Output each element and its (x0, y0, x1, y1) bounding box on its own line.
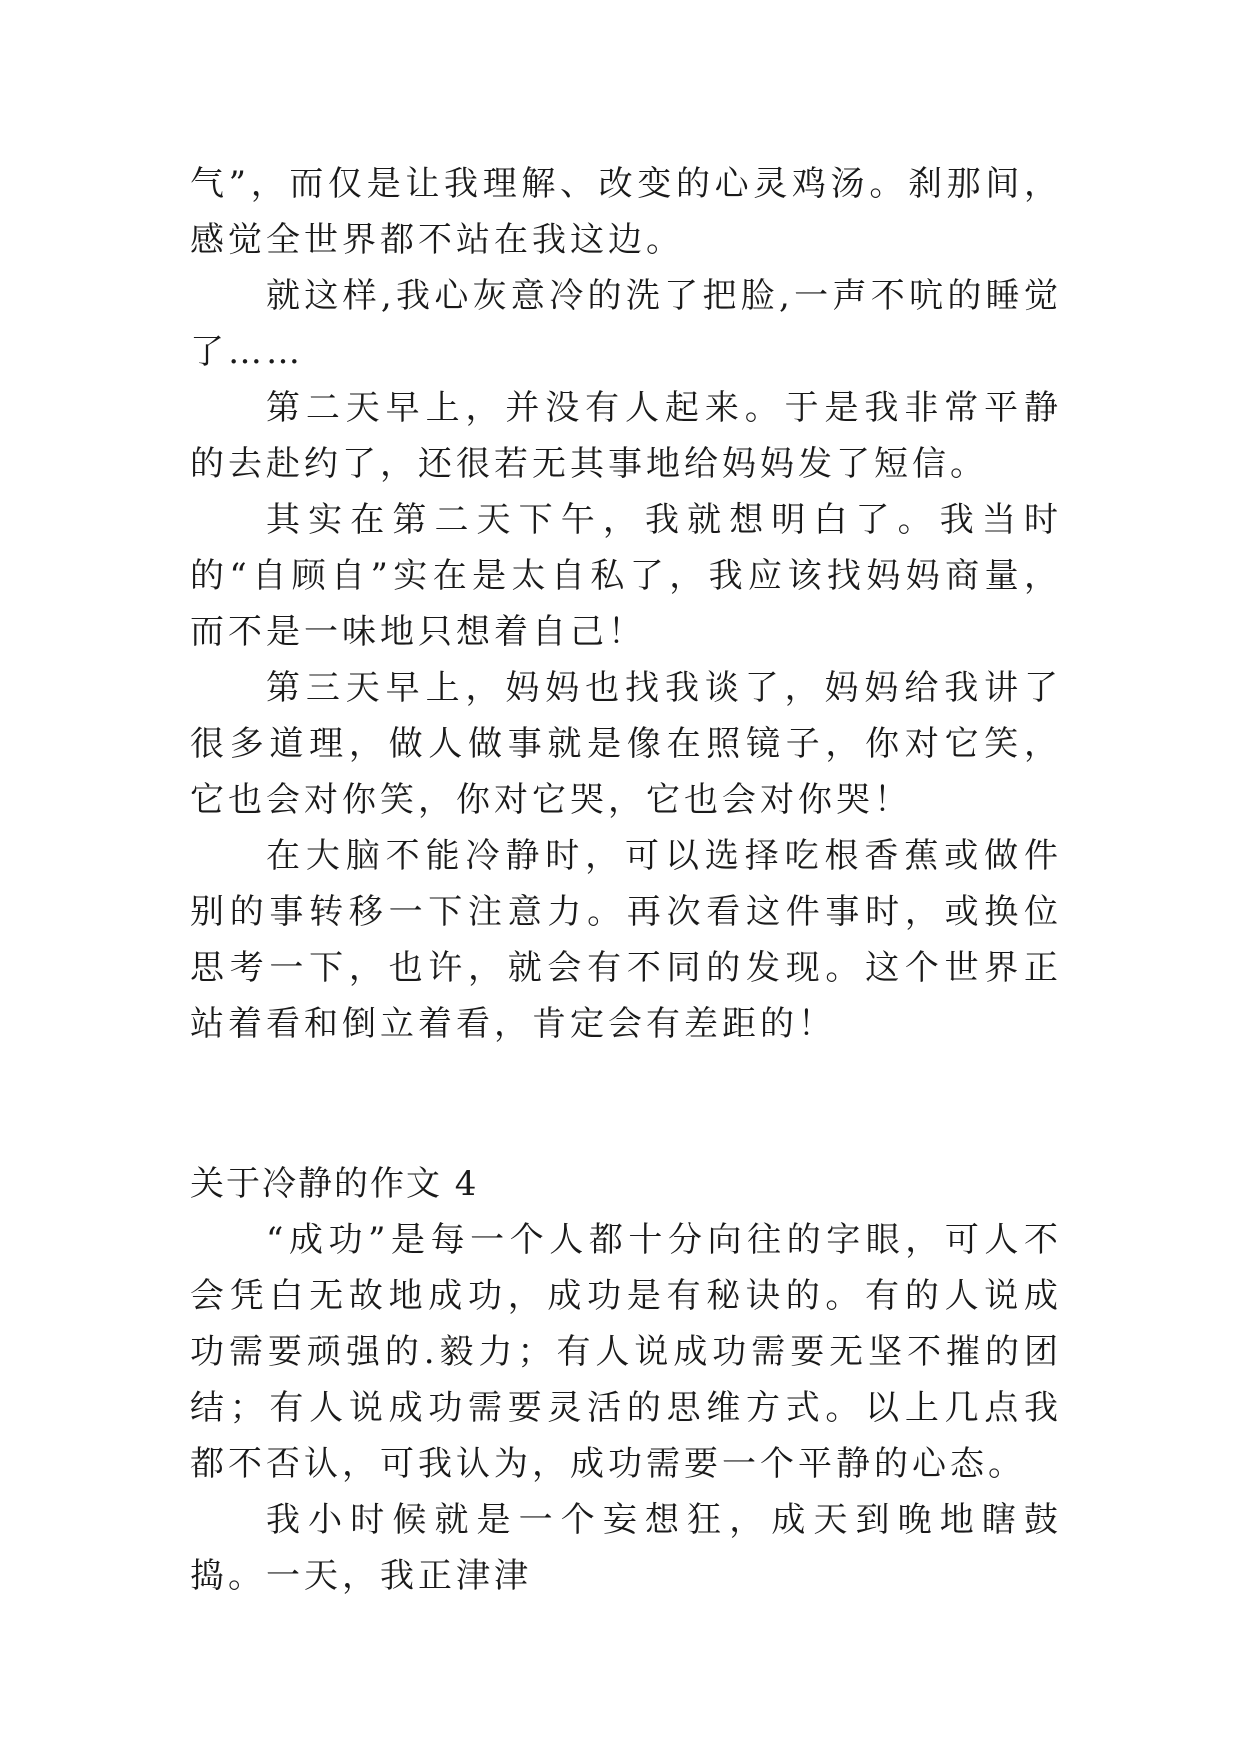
paragraph: 第三天早上，妈妈也找我谈了，妈妈给我讲了很多道理，做人做事就是像在照镜子，你对它笑，它也会对你笑，你对它哭，它也会对你哭！ (190, 668, 1062, 820)
paragraph: 就这样,我心灰意冷的洗了把脸,一声不吭的睡觉了…… (190, 276, 1062, 372)
paragraph: 在大脑不能冷静时，可以选择吃根香蕉或做件别的事转移一下注意力。再次看这件事时，或换位思考一下，也许，就会有不同的发现。这个世界正站着看和倒立着看，肯定会有差距的！ (190, 836, 1062, 1044)
document-body (190, 156, 1062, 1604)
paragraph: 第二天早上，并没有人起来。于是我非常平静的去赴约了，还很若无其事地给妈妈发了短信。 (190, 388, 1062, 484)
paragraph: 我小时候就是一个妄想狂，成天到晚地瞎鼓捣。一天，我正津津 (190, 1500, 1062, 1596)
paragraph: 其实在第二天下午，我就想明白了。我当时的“自顾自”实在是太自私了，我应该找妈妈商量，而不是一味地只想着自己！ (190, 500, 1062, 652)
section-title: 关于冷静的作文 4 (190, 1164, 479, 1204)
paragraph: “成功”是每一个人都十分向往的字眼，可人不会凭白无故地成功，成功是有秘诀的。有的人说成功需要顽强的.毅力；有人说成功需要无坚不摧的团结；有人说成功需要灵活的思维方式。以上几点我都不否认，可我认为，成功需要一个平静的心态。 (190, 1220, 1062, 1484)
paragraph-continuation: 气”，而仅是让我理解、改变的心灵鸡汤。刹那间，感觉全世界都不站在我这边。 (190, 164, 1062, 260)
